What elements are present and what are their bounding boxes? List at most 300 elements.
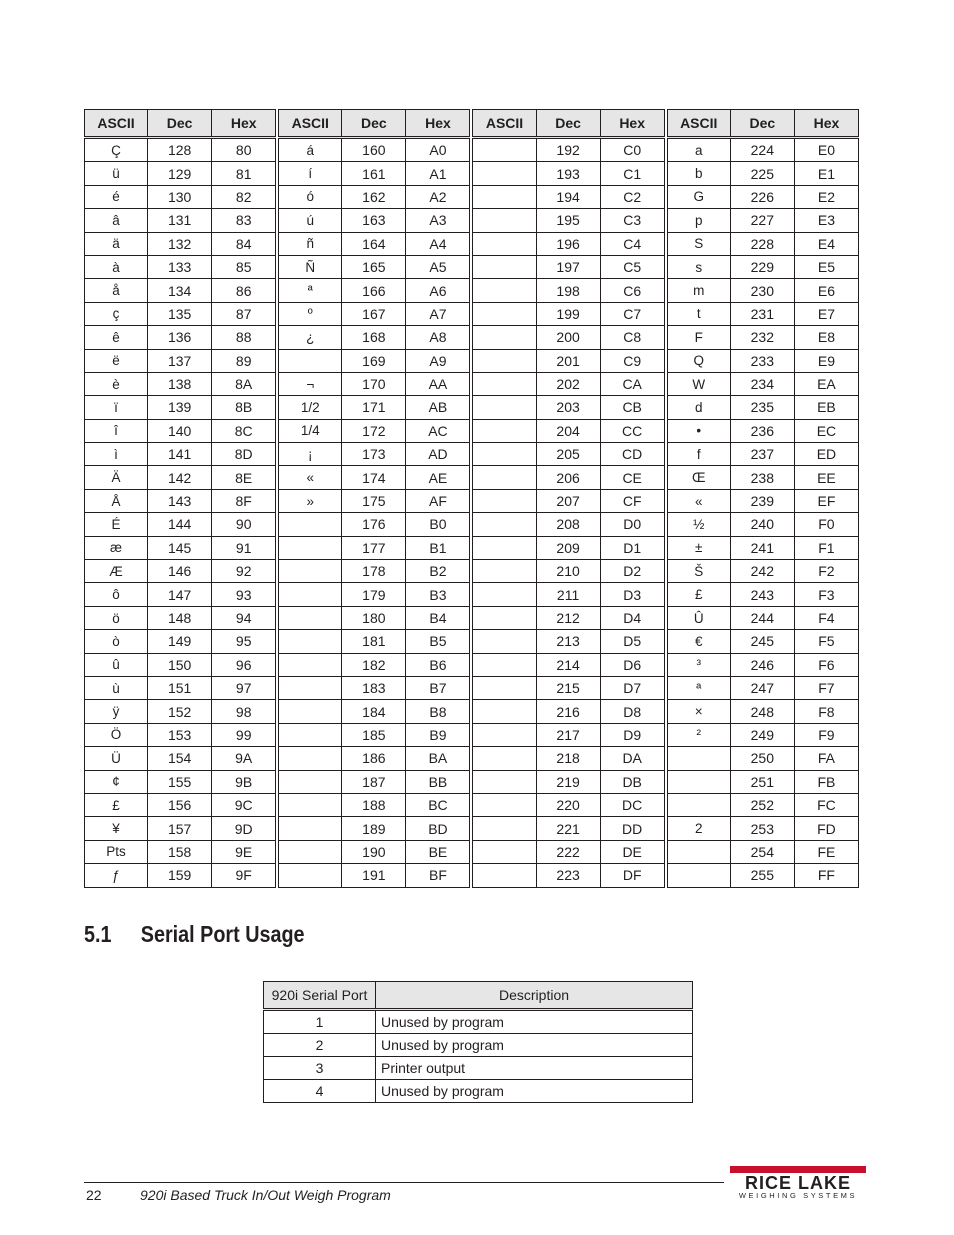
ascii-cell — [473, 349, 536, 372]
ascii-cell: 1/2 — [279, 396, 342, 419]
ascii-cell: Ü — [85, 747, 148, 770]
dec-cell: 144 — [148, 513, 212, 536]
hex-cell: 9A — [212, 747, 276, 770]
hex-cell: 96 — [212, 653, 276, 676]
dec-cell: 225 — [730, 162, 794, 185]
hex-cell: 8C — [212, 419, 276, 442]
ascii-cell — [667, 793, 730, 816]
ascii-cell: å — [85, 279, 148, 302]
hex-cell: 95 — [212, 630, 276, 653]
hex-cell: 8D — [212, 443, 276, 466]
ascii-cell — [473, 817, 536, 840]
hex-cell: 85 — [212, 255, 276, 278]
hex-cell: EA — [794, 372, 858, 395]
hex-cell: AF — [406, 489, 470, 512]
logo-subtitle: WEIGHING SYSTEMS — [738, 1191, 858, 1200]
dec-cell: 146 — [148, 560, 212, 583]
ascii-cell — [279, 864, 342, 887]
ascii-cell — [473, 232, 536, 255]
dec-cell: 147 — [148, 583, 212, 606]
hex-cell: C2 — [600, 185, 664, 208]
ascii-cell — [473, 653, 536, 676]
hex-cell: 88 — [212, 326, 276, 349]
hex-cell: BF — [406, 864, 470, 887]
dec-cell: 236 — [730, 419, 794, 442]
ascii-cell: Ç — [85, 138, 148, 162]
ascii-cell: ï — [85, 396, 148, 419]
serial-port-number: 2 — [264, 1034, 376, 1057]
table-row — [85, 489, 859, 512]
ascii-cell: » — [279, 489, 342, 512]
ascii-cell: ò — [85, 630, 148, 653]
ascii-cell — [473, 302, 536, 325]
ascii-cell: Œ — [667, 466, 730, 489]
ascii-cell: t — [667, 302, 730, 325]
ascii-cell — [473, 793, 536, 816]
section-heading — [84, 921, 305, 948]
dec-cell: 226 — [730, 185, 794, 208]
ascii-cell: Å — [85, 489, 148, 512]
ascii-cell: ñ — [279, 232, 342, 255]
dec-cell: 180 — [342, 606, 406, 629]
serial-table-header-row — [264, 982, 693, 1010]
ascii-cell: 1/4 — [279, 419, 342, 442]
dec-cell: 151 — [148, 676, 212, 699]
ascii-cell — [473, 279, 536, 302]
hex-cell: FF — [794, 864, 858, 887]
dec-cell: 158 — [148, 840, 212, 863]
hex-cell: E5 — [794, 255, 858, 278]
hex-cell: FB — [794, 770, 858, 793]
dec-cell: 205 — [536, 443, 600, 466]
hex-cell: CE — [600, 466, 664, 489]
dec-cell: 185 — [342, 723, 406, 746]
ascii-cell: € — [667, 630, 730, 653]
hex-cell: 84 — [212, 232, 276, 255]
hex-cell: 97 — [212, 676, 276, 699]
hex-cell: C3 — [600, 209, 664, 232]
hex-cell: EC — [794, 419, 858, 442]
hex-cell: FE — [794, 840, 858, 863]
dec-column-header: Dec — [342, 110, 406, 138]
ascii-cell — [279, 700, 342, 723]
dec-cell: 179 — [342, 583, 406, 606]
dec-cell: 250 — [730, 747, 794, 770]
dec-cell: 248 — [730, 700, 794, 723]
dec-cell: 213 — [536, 630, 600, 653]
ascii-cell — [473, 489, 536, 512]
logo-brand-text: RICE LAKE — [744, 1173, 851, 1193]
hex-cell: F1 — [794, 536, 858, 559]
hex-cell: BA — [406, 747, 470, 770]
dec-cell: 136 — [148, 326, 212, 349]
hex-cell: B2 — [406, 560, 470, 583]
dec-cell: 193 — [536, 162, 600, 185]
hex-cell: A4 — [406, 232, 470, 255]
serial-port-description: Unused by program — [376, 1080, 693, 1103]
dec-cell: 186 — [342, 747, 406, 770]
dec-cell: 149 — [148, 630, 212, 653]
ascii-cell: s — [667, 255, 730, 278]
hex-cell: F4 — [794, 606, 858, 629]
table-row — [85, 185, 859, 208]
hex-cell: 82 — [212, 185, 276, 208]
hex-cell: FA — [794, 747, 858, 770]
table-row — [85, 723, 859, 746]
dec-cell: 157 — [148, 817, 212, 840]
ascii-column-header: ASCII — [473, 110, 536, 138]
ascii-cell: • — [667, 419, 730, 442]
table-row — [264, 1010, 693, 1034]
rice-lake-logo — [728, 1166, 868, 1200]
footer-rule — [84, 1182, 724, 1183]
hex-cell: BC — [406, 793, 470, 816]
ascii-cell — [473, 396, 536, 419]
dec-cell: 234 — [730, 372, 794, 395]
ascii-cell: ë — [85, 349, 148, 372]
dec-cell: 152 — [148, 700, 212, 723]
serial-port-number: 4 — [264, 1080, 376, 1103]
ascii-cell: ¢ — [85, 770, 148, 793]
section-number: 5.1 — [84, 921, 112, 947]
hex-cell: E6 — [794, 279, 858, 302]
dec-cell: 191 — [342, 864, 406, 887]
hex-cell: 80 — [212, 138, 276, 162]
ascii-cell — [473, 443, 536, 466]
hex-cell: E9 — [794, 349, 858, 372]
hex-cell: A7 — [406, 302, 470, 325]
dec-cell: 211 — [536, 583, 600, 606]
ascii-cell — [667, 864, 730, 887]
ascii-cell: Û — [667, 606, 730, 629]
ascii-cell: 2 — [667, 817, 730, 840]
ascii-cell: ª — [279, 279, 342, 302]
dec-cell: 138 — [148, 372, 212, 395]
hex-cell: EB — [794, 396, 858, 419]
ascii-cell: ¥ — [85, 817, 148, 840]
dec-cell: 131 — [148, 209, 212, 232]
dec-cell: 189 — [342, 817, 406, 840]
serial-port-table — [263, 981, 693, 1103]
ascii-cell — [473, 326, 536, 349]
dec-cell: 172 — [342, 419, 406, 442]
dec-cell: 238 — [730, 466, 794, 489]
document-title: 920i Based Truck In/Out Weigh Program — [140, 1187, 391, 1203]
hex-cell: CC — [600, 419, 664, 442]
dec-cell: 154 — [148, 747, 212, 770]
dec-cell: 223 — [536, 864, 600, 887]
hex-cell: AC — [406, 419, 470, 442]
dec-cell: 190 — [342, 840, 406, 863]
ascii-cell — [473, 466, 536, 489]
ascii-cell — [279, 583, 342, 606]
dec-cell: 203 — [536, 396, 600, 419]
dec-cell: 140 — [148, 419, 212, 442]
ascii-cell — [279, 817, 342, 840]
hex-cell: 8B — [212, 396, 276, 419]
hex-cell: 9D — [212, 817, 276, 840]
hex-cell: B0 — [406, 513, 470, 536]
hex-cell: EF — [794, 489, 858, 512]
hex-column-header: Hex — [406, 110, 470, 138]
hex-cell: BB — [406, 770, 470, 793]
dec-cell: 134 — [148, 279, 212, 302]
ascii-cell: à — [85, 255, 148, 278]
dec-cell: 137 — [148, 349, 212, 372]
table-row — [85, 793, 859, 816]
ascii-table-header-row — [85, 110, 859, 138]
dec-cell: 214 — [536, 653, 600, 676]
table-row — [85, 326, 859, 349]
dec-cell: 246 — [730, 653, 794, 676]
ascii-cell — [473, 840, 536, 863]
dec-cell: 156 — [148, 793, 212, 816]
dec-cell: 192 — [536, 138, 600, 162]
hex-column-header: Hex — [600, 110, 664, 138]
hex-column-header: Hex — [794, 110, 858, 138]
dec-cell: 155 — [148, 770, 212, 793]
table-row — [85, 232, 859, 255]
dec-cell: 201 — [536, 349, 600, 372]
ascii-cell — [667, 840, 730, 863]
dec-cell: 168 — [342, 326, 406, 349]
table-row — [85, 817, 859, 840]
ascii-cell: É — [85, 513, 148, 536]
hex-cell: C8 — [600, 326, 664, 349]
dec-cell: 235 — [730, 396, 794, 419]
ascii-cell: í — [279, 162, 342, 185]
dec-cell: 209 — [536, 536, 600, 559]
hex-cell: 9B — [212, 770, 276, 793]
dec-cell: 198 — [536, 279, 600, 302]
hex-cell: 89 — [212, 349, 276, 372]
page-number: 22 — [86, 1187, 102, 1203]
dec-cell: 204 — [536, 419, 600, 442]
hex-cell: DB — [600, 770, 664, 793]
ascii-cell — [279, 560, 342, 583]
dec-cell: 242 — [730, 560, 794, 583]
dec-cell: 231 — [730, 302, 794, 325]
hex-cell: 86 — [212, 279, 276, 302]
ascii-cell: ¡ — [279, 443, 342, 466]
hex-cell: B1 — [406, 536, 470, 559]
ascii-column-header: ASCII — [85, 110, 148, 138]
ascii-cell: ç — [85, 302, 148, 325]
hex-cell: A1 — [406, 162, 470, 185]
table-row — [85, 138, 859, 162]
hex-cell: 9F — [212, 864, 276, 887]
ascii-cell: Pts — [85, 840, 148, 863]
dec-cell: 216 — [536, 700, 600, 723]
ascii-cell: ê — [85, 326, 148, 349]
serial-port-description: Unused by program — [376, 1034, 693, 1057]
ascii-cell — [279, 536, 342, 559]
ascii-cell: ì — [85, 443, 148, 466]
hex-cell: E0 — [794, 138, 858, 162]
hex-cell: 94 — [212, 606, 276, 629]
ascii-cell — [279, 840, 342, 863]
table-row — [85, 606, 859, 629]
dec-cell: 174 — [342, 466, 406, 489]
hex-cell: D1 — [600, 536, 664, 559]
serial-port-column-header: 920i Serial Port — [264, 982, 376, 1010]
table-row — [85, 536, 859, 559]
dec-cell: 129 — [148, 162, 212, 185]
dec-cell: 215 — [536, 676, 600, 699]
hex-cell: C7 — [600, 302, 664, 325]
table-row — [85, 396, 859, 419]
ascii-cell — [279, 513, 342, 536]
ascii-cell — [473, 676, 536, 699]
dec-cell: 171 — [342, 396, 406, 419]
ascii-cell — [279, 653, 342, 676]
table-row — [85, 255, 859, 278]
hex-cell: F9 — [794, 723, 858, 746]
dec-cell: 212 — [536, 606, 600, 629]
ascii-cell — [473, 770, 536, 793]
table-row — [85, 419, 859, 442]
table-row — [85, 770, 859, 793]
hex-cell: ED — [794, 443, 858, 466]
ascii-cell: Ö — [85, 723, 148, 746]
hex-cell: AA — [406, 372, 470, 395]
dec-cell: 245 — [730, 630, 794, 653]
ascii-cell — [473, 162, 536, 185]
hex-cell: AD — [406, 443, 470, 466]
ascii-cell — [667, 747, 730, 770]
dec-cell: 239 — [730, 489, 794, 512]
ascii-cell: W — [667, 372, 730, 395]
hex-cell: A6 — [406, 279, 470, 302]
ascii-cell: ô — [85, 583, 148, 606]
ascii-cell — [279, 606, 342, 629]
ascii-column-header: ASCII — [279, 110, 342, 138]
hex-cell: F5 — [794, 630, 858, 653]
dec-cell: 173 — [342, 443, 406, 466]
table-row — [85, 349, 859, 372]
dec-cell: 220 — [536, 793, 600, 816]
dec-cell: 241 — [730, 536, 794, 559]
hex-cell: 99 — [212, 723, 276, 746]
dec-cell: 165 — [342, 255, 406, 278]
dec-cell: 166 — [342, 279, 406, 302]
dec-cell: 247 — [730, 676, 794, 699]
ascii-cell: ½ — [667, 513, 730, 536]
dec-cell: 194 — [536, 185, 600, 208]
ascii-cell: æ — [85, 536, 148, 559]
dec-cell: 197 — [536, 255, 600, 278]
ascii-cell: ¿ — [279, 326, 342, 349]
ascii-cell: á — [279, 138, 342, 162]
dec-cell: 130 — [148, 185, 212, 208]
dec-cell: 200 — [536, 326, 600, 349]
ascii-cell: û — [85, 653, 148, 676]
hex-cell: D5 — [600, 630, 664, 653]
hex-cell: 81 — [212, 162, 276, 185]
hex-cell: CD — [600, 443, 664, 466]
hex-cell: D3 — [600, 583, 664, 606]
ascii-cell: ³ — [667, 653, 730, 676]
hex-cell: F3 — [794, 583, 858, 606]
hex-cell: C5 — [600, 255, 664, 278]
ascii-cell: Š — [667, 560, 730, 583]
dec-cell: 233 — [730, 349, 794, 372]
hex-cell: C0 — [600, 138, 664, 162]
ascii-cell: ö — [85, 606, 148, 629]
ascii-cell: º — [279, 302, 342, 325]
table-row — [264, 1034, 693, 1057]
hex-cell: F8 — [794, 700, 858, 723]
hex-cell: E3 — [794, 209, 858, 232]
ascii-cell: × — [667, 700, 730, 723]
ascii-cell — [473, 606, 536, 629]
dec-cell: 199 — [536, 302, 600, 325]
ascii-cell — [473, 372, 536, 395]
ascii-cell: F — [667, 326, 730, 349]
ascii-cell — [473, 747, 536, 770]
hex-cell: E2 — [794, 185, 858, 208]
dec-cell: 142 — [148, 466, 212, 489]
ascii-cell — [473, 536, 536, 559]
hex-cell: 83 — [212, 209, 276, 232]
ascii-cell: â — [85, 209, 148, 232]
description-column-header: Description — [376, 982, 693, 1010]
ascii-cell — [279, 770, 342, 793]
table-row — [85, 279, 859, 302]
ascii-cell — [279, 630, 342, 653]
serial-port-description: Unused by program — [376, 1010, 693, 1034]
dec-cell: 143 — [148, 489, 212, 512]
hex-cell: A0 — [406, 138, 470, 162]
dec-cell: 240 — [730, 513, 794, 536]
dec-cell: 145 — [148, 536, 212, 559]
hex-cell: 9E — [212, 840, 276, 863]
ascii-cell: ù — [85, 676, 148, 699]
dec-cell: 163 — [342, 209, 406, 232]
ascii-cell: ƒ — [85, 864, 148, 887]
dec-cell: 141 — [148, 443, 212, 466]
hex-cell: A2 — [406, 185, 470, 208]
ascii-cell: m — [667, 279, 730, 302]
ascii-cell — [473, 583, 536, 606]
dec-cell: 181 — [342, 630, 406, 653]
table-row — [85, 162, 859, 185]
dec-cell: 160 — [342, 138, 406, 162]
hex-cell: B8 — [406, 700, 470, 723]
ascii-cell: Q — [667, 349, 730, 372]
hex-cell: DA — [600, 747, 664, 770]
hex-cell: 87 — [212, 302, 276, 325]
dec-cell: 153 — [148, 723, 212, 746]
hex-cell: D7 — [600, 676, 664, 699]
ascii-cell — [279, 723, 342, 746]
ascii-cell — [473, 185, 536, 208]
table-row — [264, 1080, 693, 1103]
hex-cell: EE — [794, 466, 858, 489]
dec-cell: 170 — [342, 372, 406, 395]
dec-cell: 222 — [536, 840, 600, 863]
hex-cell: DE — [600, 840, 664, 863]
ascii-cell: ú — [279, 209, 342, 232]
dec-column-header: Dec — [730, 110, 794, 138]
hex-cell: D8 — [600, 700, 664, 723]
hex-cell: F7 — [794, 676, 858, 699]
ascii-cell — [667, 770, 730, 793]
hex-cell: C6 — [600, 279, 664, 302]
hex-cell: C4 — [600, 232, 664, 255]
table-row — [85, 676, 859, 699]
hex-cell: A5 — [406, 255, 470, 278]
